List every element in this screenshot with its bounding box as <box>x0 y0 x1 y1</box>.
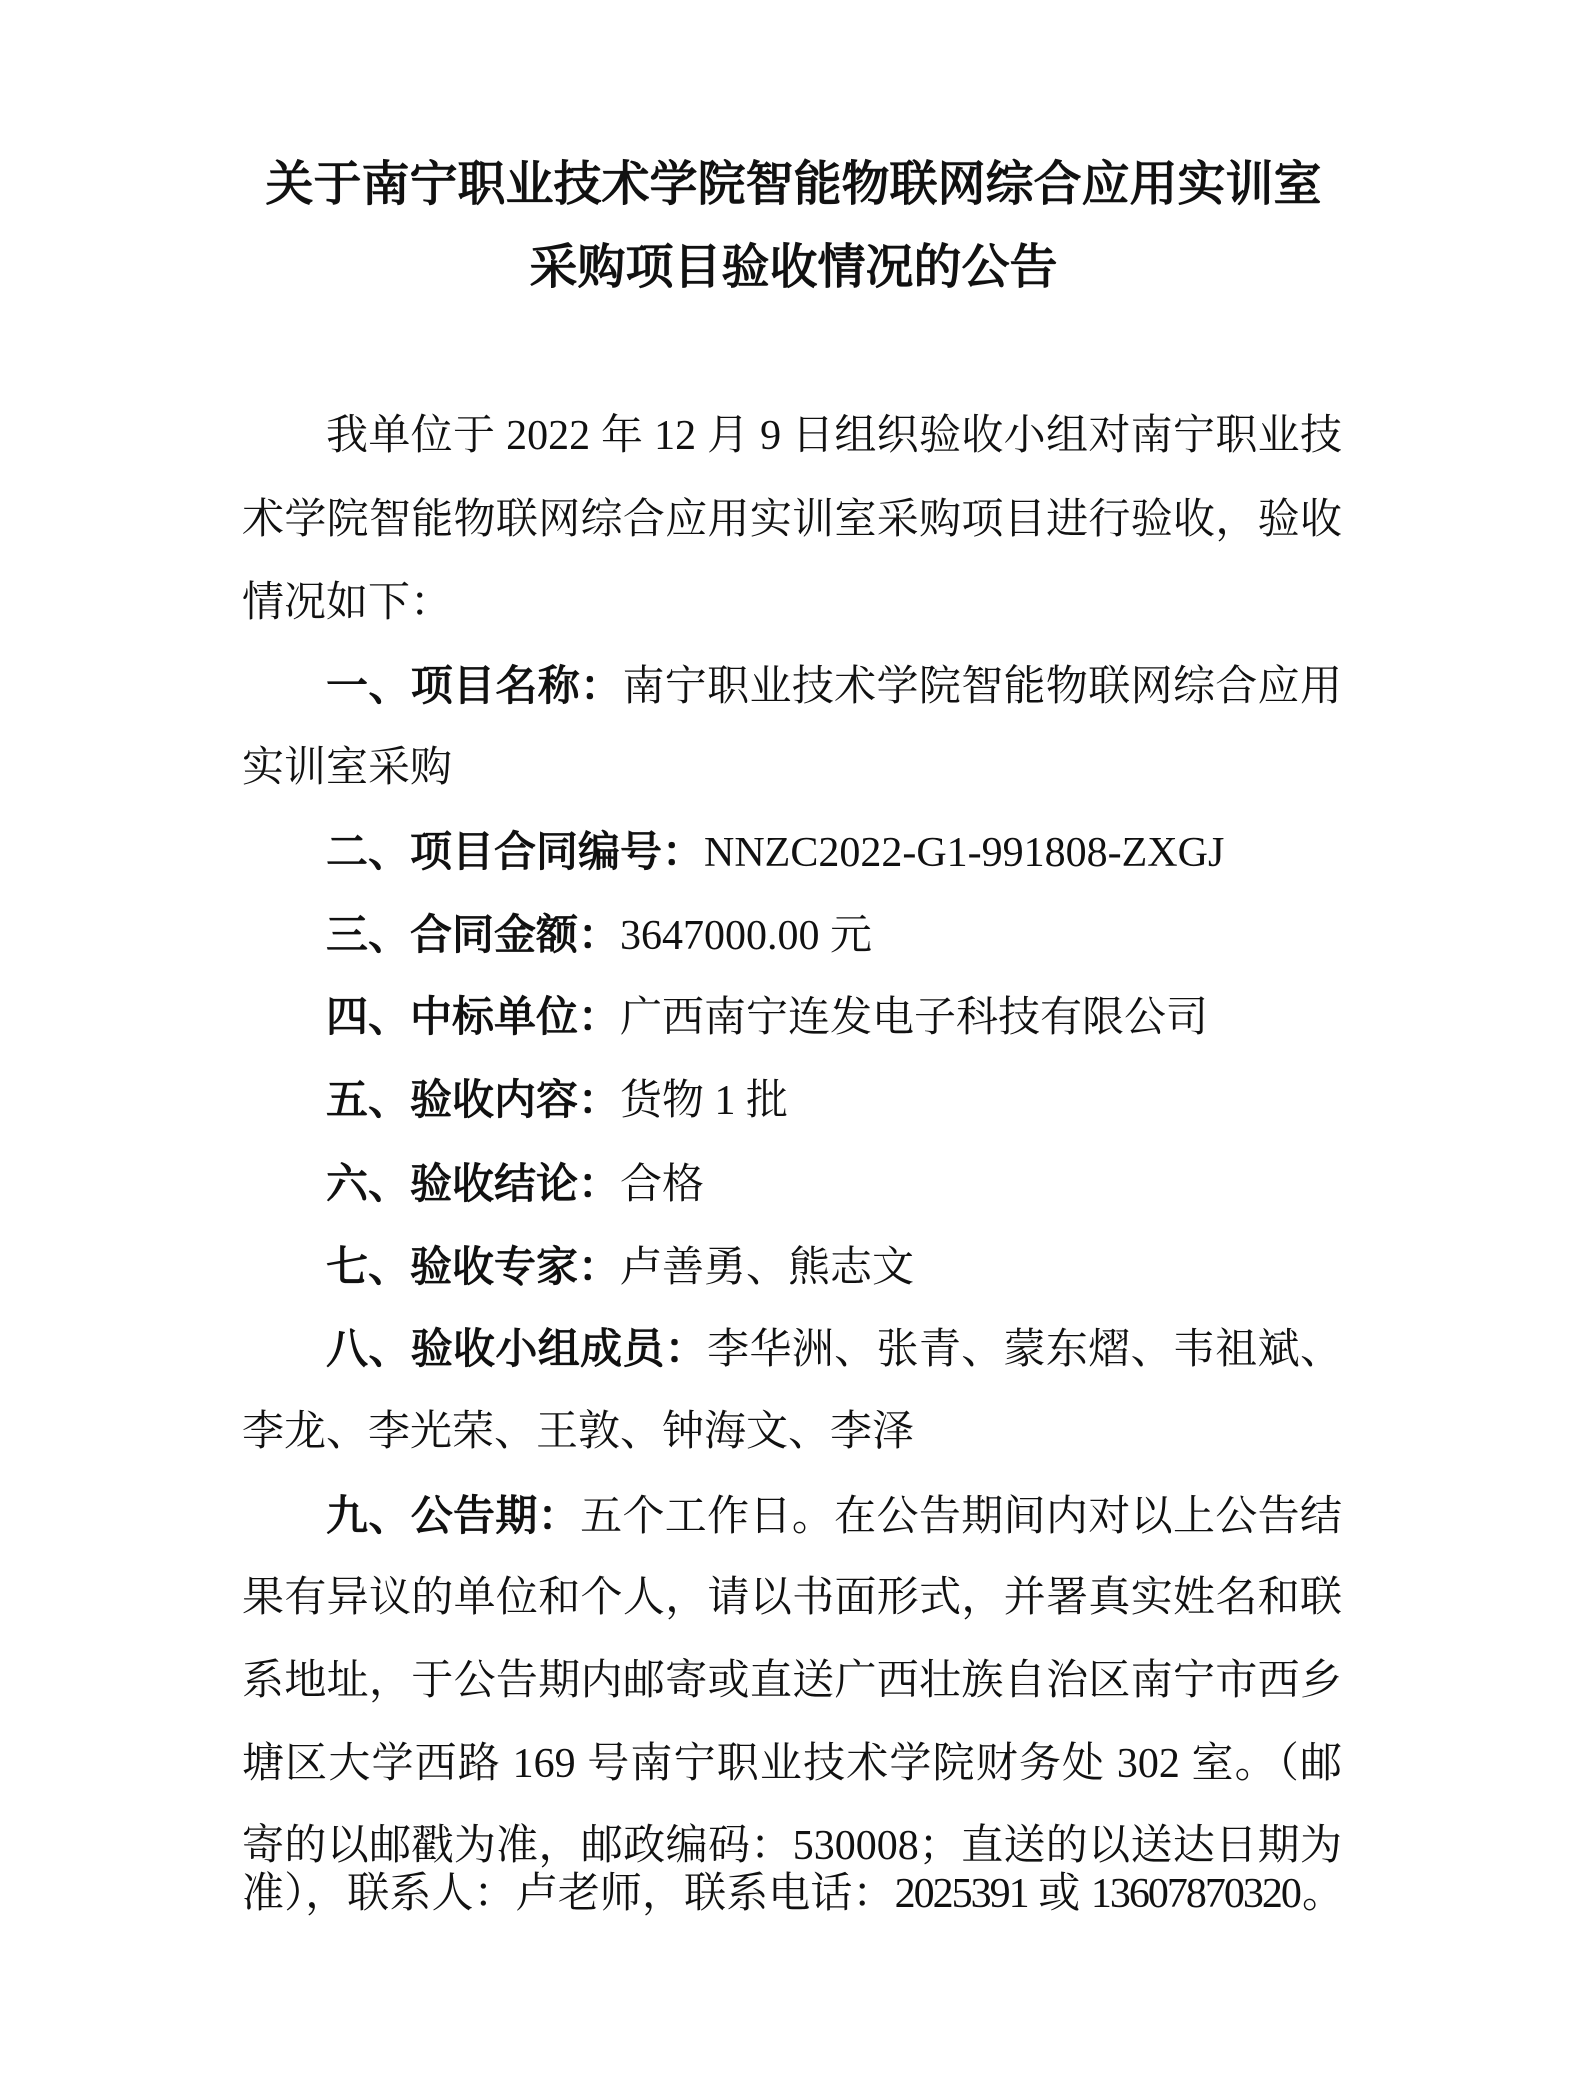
title-line-2: 采购项目验收情况的公告 <box>529 241 1058 294</box>
item-value: 南宁职业技术学院智能物联网综合应用 <box>622 664 1342 710</box>
item-winning-bidder <box>242 975 1342 1059</box>
item-label: 一、项目名称： <box>326 662 623 709</box>
item-contract-amount <box>242 893 1342 977</box>
item-label: 二、项目合同编号： <box>326 828 705 875</box>
notice-period-line-2: 果有异议的单位和个人，请以书面形式，并署真实姓名和联 <box>242 1575 1342 1621</box>
item-value: 五个工作日。在公告期间内对以上公告结 <box>580 1494 1342 1540</box>
notice-period-line-4: 塘区大学西路 169 号南宁职业技术学院财务处 302 室。（邮 <box>242 1741 1342 1787</box>
item-label: 八、验收小组成员： <box>326 1325 708 1372</box>
intro-line-1: 我单位于 2022 年 12 月 9 日组织验收小组对南宁职业技 <box>326 413 1342 459</box>
item-value: 卢善勇、熊志文 <box>620 1245 915 1291</box>
item-value: 3647000.00 元 <box>620 913 873 959</box>
item-team-members <box>242 1307 1342 1391</box>
item-label: 六、验收结论： <box>326 1160 621 1207</box>
item-value: 合格 <box>620 1162 705 1208</box>
item-label: 五、验收内容： <box>326 1076 621 1123</box>
title-line-1: 关于南宁职业技术学院智能物联网综合应用实训室 <box>265 158 1322 211</box>
item-label: 四、中标单位： <box>326 993 621 1040</box>
item-value: 货物 1 批 <box>620 1078 789 1124</box>
item-notice-period <box>242 1474 1342 1558</box>
item-value: 广西南宁连发电子科技有限公司 <box>620 995 1209 1041</box>
item-acceptance-conclusion <box>242 1142 1342 1226</box>
item-label: 七、验收专家： <box>326 1243 621 1290</box>
item-team-members-continued: 李龙、李光荣、王敦、钟海文、李泽 <box>242 1409 915 1455</box>
item-project-name <box>242 644 1342 728</box>
intro-line-3: 情况如下： <box>242 580 453 626</box>
notice-period-line-5: 寄的以邮戳为准，邮政编码：530008；直送的以送达日期为 <box>242 1823 1342 1869</box>
item-value: NNZC2022-G1-991808-ZXGJ <box>704 830 1225 876</box>
item-label: 三、合同金额： <box>326 911 621 958</box>
item-project-name-continued: 实训室采购 <box>242 745 453 791</box>
item-acceptance-content <box>242 1058 1342 1142</box>
item-label: 九、公告期： <box>326 1492 581 1539</box>
item-value: 李华洲、张青、蒙东熠、韦祖斌、 <box>707 1327 1342 1373</box>
intro-line-2: 术学院智能物联网综合应用实训室采购项目进行验收，验收 <box>242 497 1342 543</box>
notice-period-line-3: 系地址，于公告期内邮寄或直送广西壮族自治区南宁市西乡 <box>242 1658 1342 1704</box>
notice-period-line-6: 准），联系人：卢老师，联系电话：2025391 或 13607870320。 <box>242 1871 1342 1917</box>
item-contract-number <box>242 810 1342 894</box>
item-acceptance-experts <box>242 1225 1342 1309</box>
